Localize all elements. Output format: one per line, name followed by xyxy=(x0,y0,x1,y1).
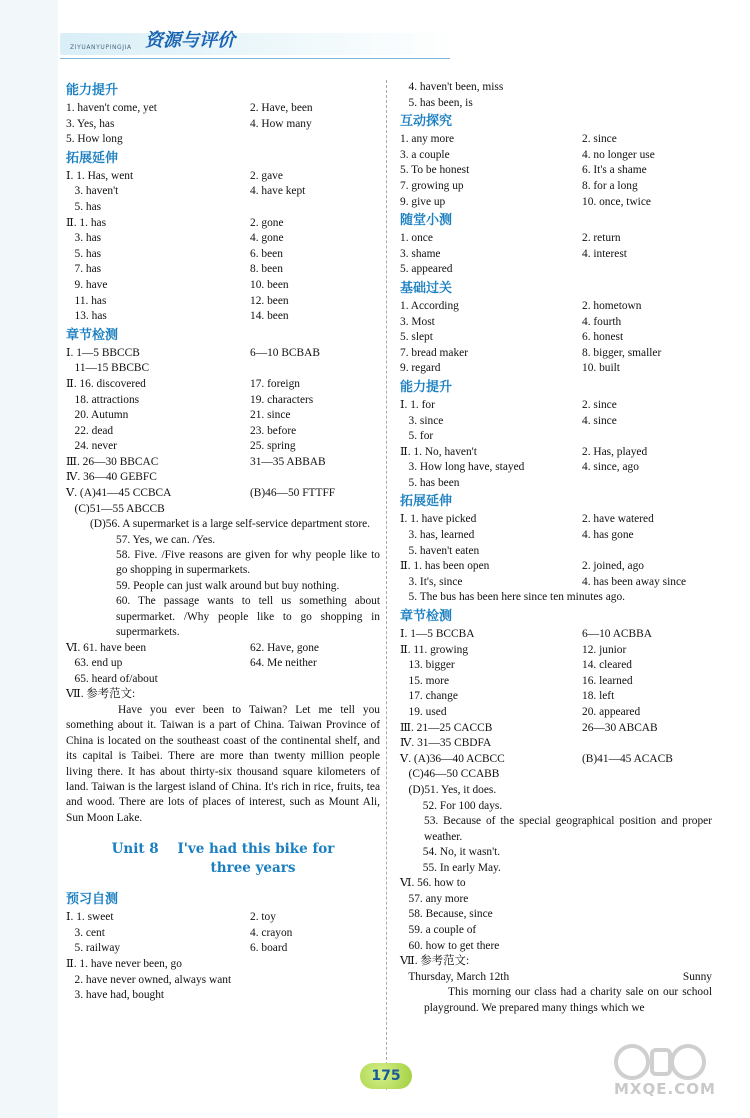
answer-left: 3. haven't xyxy=(66,185,119,198)
answer-paragraph: (D)56. A supermarket is a large self-service department store. xyxy=(90,518,371,531)
answer-right: 10. built xyxy=(582,362,620,375)
answer-left: 5. has been, is xyxy=(400,96,473,109)
answer-row xyxy=(400,767,712,783)
answer-row xyxy=(400,559,712,575)
answer-paragraph: 58. Five. /Five reasons are given for why people like to go shopping in supermarkets. xyxy=(116,549,380,577)
section-heading: 预习自测 xyxy=(66,892,119,908)
header-pinyin: ZIYUANYUPINGJIA xyxy=(70,44,132,51)
answer-left: 52. For 100 days. xyxy=(400,799,503,812)
answer-right: 2. gone xyxy=(250,216,284,229)
answer-row xyxy=(400,643,712,659)
answer-right: 21. since xyxy=(250,409,291,422)
answer-right: 31—35 ABBAB xyxy=(250,455,326,468)
answer-row xyxy=(400,361,712,377)
answer-left: Thursday, March 12th xyxy=(400,970,510,983)
answer-left: 60. how to get there xyxy=(400,939,500,952)
answer-row xyxy=(66,687,380,703)
answer-row xyxy=(400,414,712,430)
unit-title-line: Unit 8 I've had this bike for xyxy=(111,841,335,858)
answer-right: 2. gave xyxy=(250,169,283,182)
answer-row xyxy=(66,294,380,310)
answer-row xyxy=(400,262,712,278)
answer-left: Ⅰ. 1. for xyxy=(400,398,435,411)
answer-right: 8. bigger, smaller xyxy=(582,346,662,359)
answer-row xyxy=(400,231,712,247)
answer-right: 8. been xyxy=(250,263,283,276)
answer-row xyxy=(400,970,712,986)
answer-paragraph: 53. Because of the special geographical position and proper weather. xyxy=(424,815,712,843)
section-heading: 能力提升 xyxy=(400,379,453,395)
answer-left: 5. railway xyxy=(66,942,121,955)
answer-row xyxy=(400,674,712,690)
answer-right: 6. board xyxy=(250,942,288,955)
answer-row xyxy=(66,957,380,973)
answer-right: 2. hometown xyxy=(582,299,642,312)
answer-left: Ⅴ. (A)36—40 ACBCC xyxy=(400,752,505,765)
answer-row xyxy=(400,954,712,970)
answer-left: Ⅶ. 参考范文: xyxy=(400,955,470,968)
page-number: 175 xyxy=(360,1063,412,1089)
answer-row xyxy=(400,861,712,877)
section-heading: 章节检测 xyxy=(66,327,119,343)
answer-row xyxy=(400,799,712,815)
answer-row xyxy=(400,132,712,148)
answer-row xyxy=(66,278,380,294)
answer-left: 58. Because, since xyxy=(400,908,493,921)
answer-row xyxy=(400,315,712,331)
answer-right: 23. before xyxy=(250,424,297,437)
answer-left: 11—15 BBCBC xyxy=(66,362,150,375)
answer-right: 12. junior xyxy=(582,643,627,656)
answer-left: Ⅰ. 1. Has, went xyxy=(66,169,134,182)
unit-title-line: three years xyxy=(210,860,296,877)
section-heading: 随堂小测 xyxy=(400,213,453,229)
answer-row xyxy=(400,658,712,674)
answer-left: Ⅰ. 1. have picked xyxy=(400,513,477,526)
answer-right: 14. been xyxy=(250,310,289,323)
answer-row xyxy=(66,117,380,133)
answer-row xyxy=(400,80,712,96)
answer-left: Ⅰ. 1—5 BCCBA xyxy=(400,628,475,641)
answer-right: 4. have kept xyxy=(250,185,306,198)
answer-left: 5. The bus has been here since ten minutes ago. xyxy=(400,591,626,604)
answer-left: 5. To be honest xyxy=(400,164,470,177)
answer-row xyxy=(400,627,712,643)
answer-left: 3. since xyxy=(400,414,444,427)
answer-row xyxy=(66,502,380,518)
answer-right: 10. been xyxy=(250,278,289,291)
answer-row xyxy=(66,486,380,502)
answer-row xyxy=(400,876,712,892)
answer-row xyxy=(400,460,712,476)
answer-row xyxy=(66,184,380,200)
answer-row xyxy=(66,408,380,424)
answer-right: 2. Has, played xyxy=(582,445,648,458)
section-heading: 章节检测 xyxy=(400,609,453,625)
answer-left: Ⅶ. 参考范文: xyxy=(66,688,136,701)
answer-paragraph: 57. Yes, we can. /Yes. xyxy=(116,533,216,546)
answer-left: 11. has xyxy=(66,294,107,307)
answer-left: 5. for xyxy=(400,430,434,443)
answer-right: 4. gone xyxy=(250,232,284,245)
answer-left: 3. Most xyxy=(400,315,435,328)
answer-left: 3. have had, bought xyxy=(66,989,165,1002)
answer-paragraph: Have you ever been to Taiwan? Let me tell you something about it. Taiwan is a part of China. Taiwan Province of China is located on the southeast coast of the continental shelf, and its capital is Taibei. There are more than twenty million people living there. It has about thirty-six thousand square kilometers of land. Taiwan is the largest island of China. It's rich in rice, fruits, tea and wood. There are lots of places of interest, such as Mount Ali, Sun Moon Lake. xyxy=(66,703,380,824)
header-rule xyxy=(60,58,450,59)
answer-row xyxy=(66,346,380,362)
answer-right: 2. have watered xyxy=(582,513,654,526)
answer-left: 1. once xyxy=(400,232,433,245)
answer-row xyxy=(400,783,712,799)
answer-left: 63. end up xyxy=(66,657,123,670)
answer-row xyxy=(400,195,712,211)
answer-paragraph: 59. People can just walk around but buy nothing. xyxy=(116,579,340,592)
answer-row xyxy=(400,163,712,179)
answer-left: 2. have never owned, always want xyxy=(66,973,232,986)
answer-row xyxy=(400,528,712,544)
answer-left: Ⅴ. (A)41—45 CCBCA xyxy=(66,487,172,500)
answer-row xyxy=(400,346,712,362)
answer-right: 17. foreign xyxy=(250,377,300,390)
answer-right: 25. spring xyxy=(250,440,296,453)
answer-row xyxy=(400,907,712,923)
answer-row xyxy=(400,299,712,315)
answer-row xyxy=(400,736,712,752)
answer-left: 9. regard xyxy=(400,362,441,375)
answer-right: (B)41—45 ACACB xyxy=(582,752,673,765)
answer-left: 4. haven't been, miss xyxy=(400,81,504,93)
answer-paragraph: 60. The passage wants to tell us something about supermarket. /Why people like to go shopping in supermarkets. xyxy=(116,595,380,639)
answer-right: 6. been xyxy=(250,247,283,260)
answer-right: 2. joined, ago xyxy=(582,560,645,573)
answer-left: 3. has xyxy=(66,232,102,245)
answer-row xyxy=(66,941,380,957)
answer-left: 7. growing up xyxy=(400,179,464,192)
answer-left: 5. How long xyxy=(66,133,123,146)
answer-right: 6. honest xyxy=(582,331,624,344)
answer-left: Ⅱ. 1. have never been, go xyxy=(66,957,182,970)
answer-right: 12. been xyxy=(250,294,289,307)
section-heading: 互动探究 xyxy=(400,114,453,130)
answer-right: 19. characters xyxy=(250,393,314,406)
answer-row xyxy=(66,169,380,185)
page-spine xyxy=(0,0,58,1118)
answer-right: 8. for a long xyxy=(582,179,638,192)
answer-row xyxy=(400,845,712,861)
answer-row xyxy=(66,309,380,325)
answer-left: 5. slept xyxy=(400,331,433,344)
answer-left: 59. a couple of xyxy=(400,923,477,936)
answer-left: 5. has xyxy=(66,200,102,213)
answer-left: 20. Autumn xyxy=(66,409,129,422)
answer-left: 13. bigger xyxy=(400,659,455,672)
answer-left: 9. have xyxy=(66,278,108,291)
answer-right: 14. cleared xyxy=(582,659,632,672)
answer-left: 19. used xyxy=(400,706,447,718)
answer-left: 9. give up xyxy=(400,195,446,208)
answer-left: 3. Yes, has xyxy=(66,117,115,130)
answer-left: Ⅱ. 11. growing xyxy=(400,643,469,656)
answer-right: 4. no longer use xyxy=(582,148,655,161)
answer-row xyxy=(66,672,380,688)
answer-row xyxy=(66,973,380,989)
answer-row xyxy=(66,200,380,216)
answer-left: Ⅱ. 1. No, haven't xyxy=(400,445,477,458)
answer-row xyxy=(66,231,380,247)
answer-left: 57. any more xyxy=(400,892,469,905)
answer-row xyxy=(66,424,380,440)
answer-right: 6—10 BCBAB xyxy=(250,346,320,359)
answer-left: 22. dead xyxy=(66,424,114,437)
answer-row xyxy=(66,132,380,148)
answer-left: Ⅳ. 31—35 CBDFA xyxy=(400,737,492,750)
answer-row xyxy=(400,721,712,737)
answer-right: 4. since, ago xyxy=(582,461,639,474)
answer-left: (D)51. Yes, it does. xyxy=(400,783,497,796)
answer-left: 5. has xyxy=(66,247,102,260)
answer-left: 5. has been xyxy=(400,476,460,489)
answer-left: (C)51—55 ABCCB xyxy=(66,502,165,515)
answer-right: 64. Me neither xyxy=(250,657,317,670)
answer-right: (B)46—50 FTTFF xyxy=(250,487,336,500)
answer-left: Ⅱ. 1. has been open xyxy=(400,560,490,573)
answer-row xyxy=(66,247,380,263)
section-heading: 能力提升 xyxy=(66,83,119,98)
answer-row xyxy=(66,988,380,1004)
answer-left: 18. attractions xyxy=(66,393,140,406)
answer-left: (C)46—50 CCABB xyxy=(400,768,500,781)
answer-row xyxy=(400,445,712,461)
answer-row xyxy=(66,377,380,393)
answer-left: 54. No, it wasn't. xyxy=(400,845,501,858)
answer-left: 5. haven't eaten xyxy=(400,544,480,557)
answer-left: 55. In early May. xyxy=(400,861,501,874)
answer-row xyxy=(400,892,712,908)
answer-row xyxy=(66,470,380,486)
answer-right: 62. Have, gone xyxy=(250,641,319,654)
section-heading: 基础过关 xyxy=(400,280,453,296)
answer-row xyxy=(66,641,380,657)
answer-row xyxy=(66,656,380,672)
answer-right: Sunny xyxy=(682,970,712,983)
answer-row xyxy=(400,512,712,528)
answer-row xyxy=(400,590,712,606)
answer-right: 18. left xyxy=(582,690,615,703)
page-header xyxy=(0,0,750,62)
unit-title xyxy=(66,840,380,878)
answer-right: 2. toy xyxy=(250,911,276,924)
answer-row xyxy=(66,455,380,471)
answer-left: 17. change xyxy=(400,690,458,703)
answer-right: 4. interest xyxy=(582,247,627,260)
answer-left: 3. has, learned xyxy=(400,529,475,542)
answer-row xyxy=(66,262,380,278)
answer-row xyxy=(400,398,712,414)
answer-left: Ⅵ. 56. how to xyxy=(400,877,466,890)
answer-row xyxy=(400,923,712,939)
answer-left: 15. more xyxy=(400,674,450,687)
answer-row xyxy=(66,361,380,377)
answer-row xyxy=(400,705,712,721)
answer-right: 4. How many xyxy=(250,117,312,130)
answer-row xyxy=(400,148,712,164)
answer-left: Ⅳ. 36—40 GEBFC xyxy=(66,471,157,484)
answer-right: 6. It's a shame xyxy=(582,164,647,177)
answer-row xyxy=(66,439,380,455)
answer-row xyxy=(400,476,712,492)
column-divider xyxy=(386,80,387,1090)
answer-left: 3. shame xyxy=(400,247,441,260)
answer-right: 4. has been away since xyxy=(582,575,687,588)
answer-right: 2. since xyxy=(582,398,617,411)
left-column xyxy=(66,80,380,1004)
section-heading: 拓展延伸 xyxy=(66,150,119,166)
answer-row xyxy=(400,179,712,195)
answer-right: 2. return xyxy=(582,232,621,245)
answer-row xyxy=(400,247,712,263)
answer-row xyxy=(400,752,712,768)
answer-row xyxy=(400,939,712,955)
answer-row xyxy=(66,216,380,232)
answer-row xyxy=(400,429,712,445)
answer-left: 1. any more xyxy=(400,133,455,146)
answer-row xyxy=(66,393,380,409)
answer-row xyxy=(66,926,380,942)
right-column xyxy=(400,80,712,1016)
answer-right: 2. since xyxy=(582,133,617,146)
answer-left: 7. has xyxy=(66,263,102,276)
answer-right: 10. once, twice xyxy=(582,195,651,208)
section-heading: 拓展延伸 xyxy=(400,494,453,510)
answer-right: 4. has gone xyxy=(582,529,634,542)
answer-paragraph: This morning our class had a charity sale on our school playground. We prepared many things which we xyxy=(424,986,712,1014)
answer-left: Ⅲ. 21—25 CACCB xyxy=(400,721,493,734)
answer-row xyxy=(400,689,712,705)
answer-left: Ⅱ. 1. has xyxy=(66,216,107,229)
answer-row xyxy=(400,575,712,591)
answer-left: 13. has xyxy=(66,310,107,323)
answer-left: 1. According xyxy=(400,299,459,312)
answer-left: Ⅰ. 1. sweet xyxy=(66,911,114,924)
answer-right: 6—10 ACBBA xyxy=(582,628,652,641)
answer-right: 4. crayon xyxy=(250,926,293,939)
answer-right: 4. fourth xyxy=(582,315,622,328)
answer-left: 24. never xyxy=(66,440,117,453)
answer-left: 3. cent xyxy=(66,926,105,939)
watermark-logo-icon xyxy=(612,1042,708,1082)
answer-left: Ⅱ. 16. discovered xyxy=(66,377,146,390)
header-title: 资源与评价 xyxy=(145,30,235,51)
answer-left: 65. heard of/about xyxy=(66,672,158,685)
answer-left: Ⅵ. 61. have been xyxy=(66,641,147,654)
answer-left: 1. haven't come, yet xyxy=(66,102,157,114)
answer-row xyxy=(400,544,712,560)
answer-left: Ⅲ. 26—30 BBCAC xyxy=(66,455,159,468)
answer-row xyxy=(66,910,380,926)
answer-right: 4. since xyxy=(582,414,617,427)
answer-left: 7. bread maker xyxy=(400,346,468,359)
answer-right: 20. appeared xyxy=(582,706,641,718)
answer-right: 16. learned xyxy=(582,674,633,687)
answer-left: 3. It's, since xyxy=(400,575,463,588)
answer-left: 5. appeared xyxy=(400,263,453,276)
answer-left: Ⅰ. 1—5 BBCCB xyxy=(66,346,140,359)
answer-right: 2. Have, been xyxy=(250,102,313,114)
answer-row xyxy=(400,96,712,112)
answer-right: 26—30 ABCAB xyxy=(582,721,658,734)
answer-left: 3. How long have, stayed xyxy=(400,461,525,474)
watermark-text: MXQE.COM xyxy=(614,1080,716,1098)
answer-row xyxy=(66,101,380,117)
answer-left: 3. a couple xyxy=(400,148,450,161)
answer-row xyxy=(400,330,712,346)
